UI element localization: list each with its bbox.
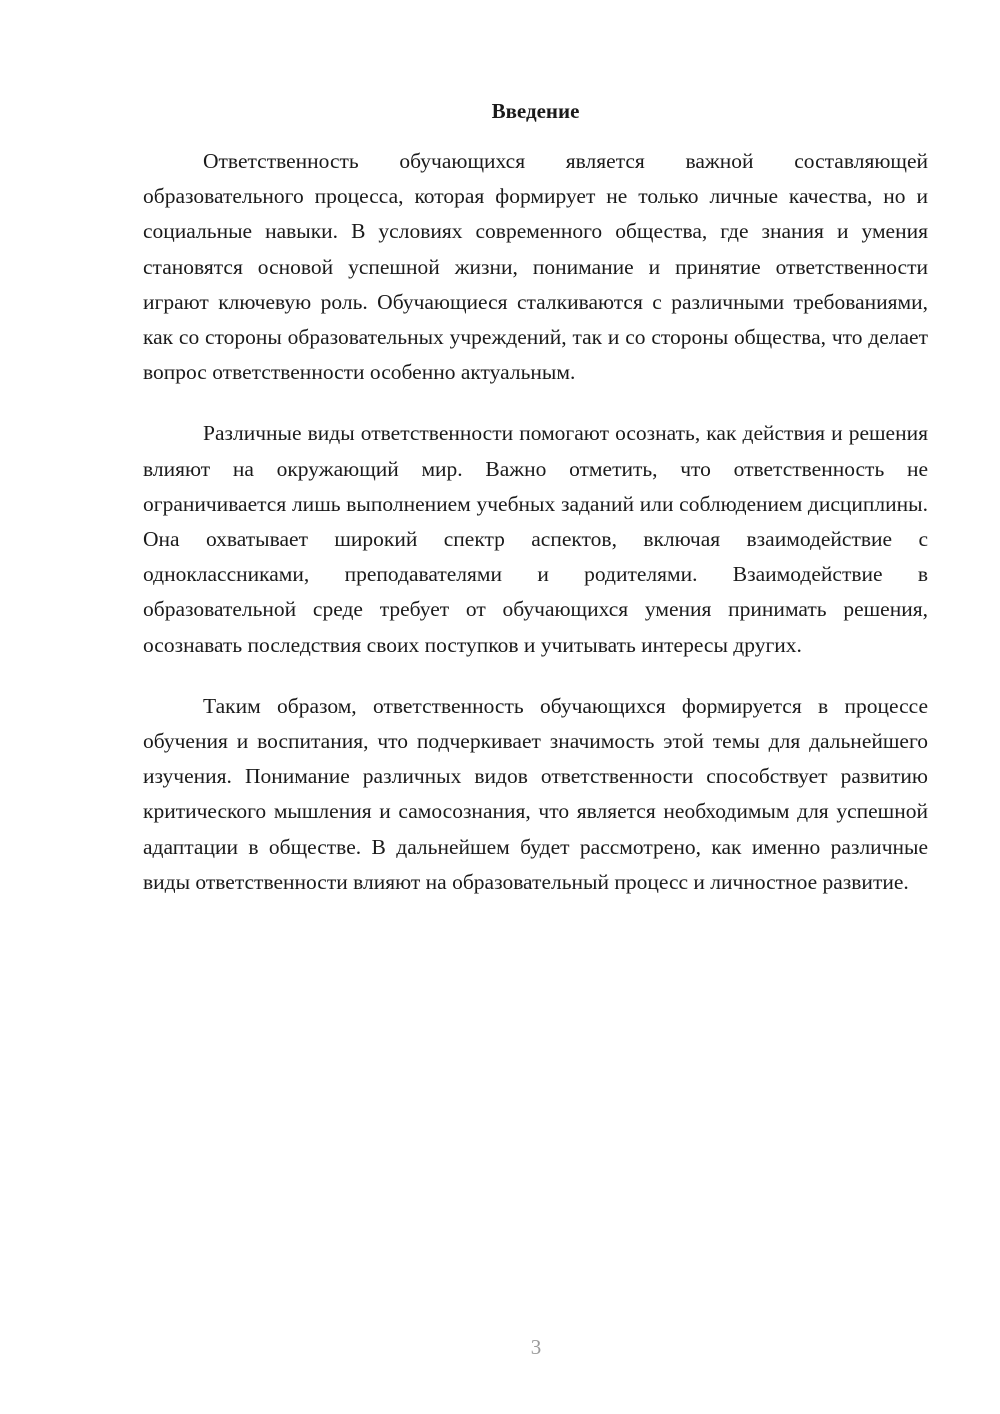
page-number: 3 (530, 1335, 542, 1359)
paragraph-3: Таким образом, ответственность обучающихся формируется в процессе обучения и воспитания, что подчеркивает значимость этой темы для дальнейшего изучения. Понимание различных видов ответственности способствует развитию критического мышления и самосознания, что является необходимым для успешной адаптации в обществе. В дальнейшем будет рассмотрено, как именно различные виды ответственности влияют на образовательный процесс и личностное развитие. (143, 693, 928, 894)
section-body (143, 144, 928, 926)
section-title: Введение (491, 99, 580, 123)
paragraph-1: Ответственность обучающихся является важной составляющей образовательного процесса, которая формирует не только личные качества, но и социальные навыки. В условиях современного общества, где знания и умения становятся основой успешной жизни, понимание и принятие ответственности играют ключевую роль. Обучающиеся сталкиваются с различными требованиями, как со стороны образовательных учреждений, так и со стороны общества, что делает вопрос ответственности особенно актуальным. (143, 149, 928, 385)
paragraph-2: Различные виды ответственности помогают осознать, как действия и решения влияют на окружающий мир. Важно отметить, что ответственность не ограничивается лишь выполнением учебных заданий или соблюдением дисциплины. Она охватывает широкий спектр аспектов, включая взаимодействие с одноклассниками, преподавателями и родителями. Взаимодействие в образовательной среде требует от обучающихся умения принимать решения, осознавать последствия своих поступков и учитывать интересы других. (143, 421, 928, 657)
